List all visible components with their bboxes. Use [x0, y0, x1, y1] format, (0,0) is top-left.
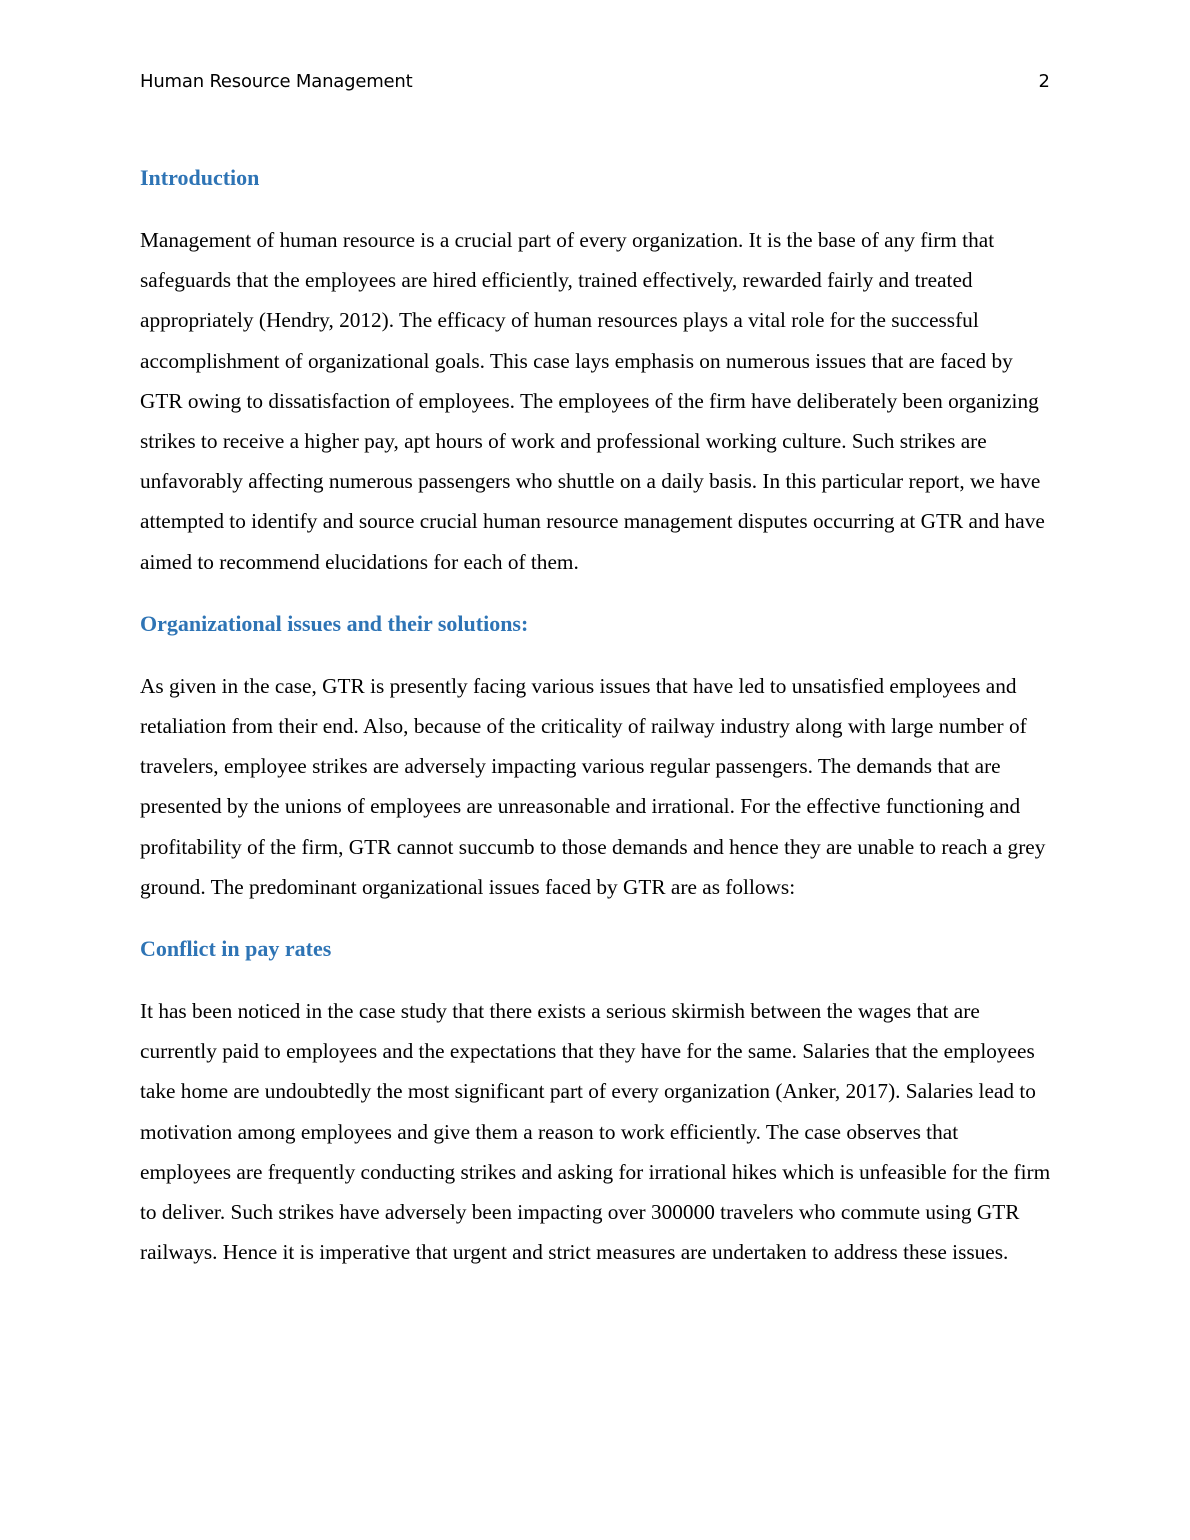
section-heading-organizational-issues: Organizational issues and their solutions:	[140, 610, 529, 636]
document-body	[140, 160, 1052, 1272]
section-heading-introduction: Introduction	[140, 165, 260, 190]
section-paragraph-introduction: Management of human resource is a crucial part of every organization. It is the base of any firm that safeguards that the employees are hired efficiently, trained effectively, rewarded fairly and treated appropriately (Hendry, 2012). The efficacy of human resources plays a vital role for the successful accomplishment of organizational goals. This case lays emphasis on numerous issues that are faced by GTR owing to dissatisfaction of employees. The employees of the firm have deliberately been organizing strikes to receive a higher pay, apt hours of work and professional working culture. Such strikes are unfavorably affecting numerous passengers who shuttle on a daily basis. In this particular report, we have attempted to identify and source crucial human resource management disputes occurring at GTR and have aimed to recommend elucidations for each of them.	[140, 228, 1045, 574]
section-heading-pay-conflict: Conflict in pay rates	[140, 936, 332, 962]
section-paragraph-pay-conflict: It has been noticed in the case study that there exists a serious skirmish between the wages that are currently paid to employees and the expectations that they have for the same. Salaries that the employees take home are undoubtedly the most significant part of every organization (Anker, 2017). Salaries lead to motivation among employees and give them a reason to work efficiently. The case observes that employees are frequently conducting strikes and asking for irrational hikes which is unfeasible for the firm to deliver. Such strikes have adversely been impacting over 300000 travelers who commute using GTR railways. Hence it is imperative that urgent and strict measures are undertaken to address these issues.	[140, 999, 1051, 1265]
section-paragraph-organizational-issues: As given in the case, GTR is presently facing various issues that have led to unsatisfied employees and retaliation from their end. Also, because of the criticality of railway industry along with large number of travelers, employee strikes are adversely impacting various regular passengers. The demands that are presented by the unions of employees are unreasonable and irrational. For the effective functioning and profitability of the firm, GTR cannot succumb to those demands and hence they are unable to reach a grey ground. The predominant organizational issues faced by GTR are as follows:	[140, 673, 1046, 899]
page-number: 2	[1038, 71, 1050, 92]
running-header-title: Human Resource Management	[140, 71, 413, 92]
